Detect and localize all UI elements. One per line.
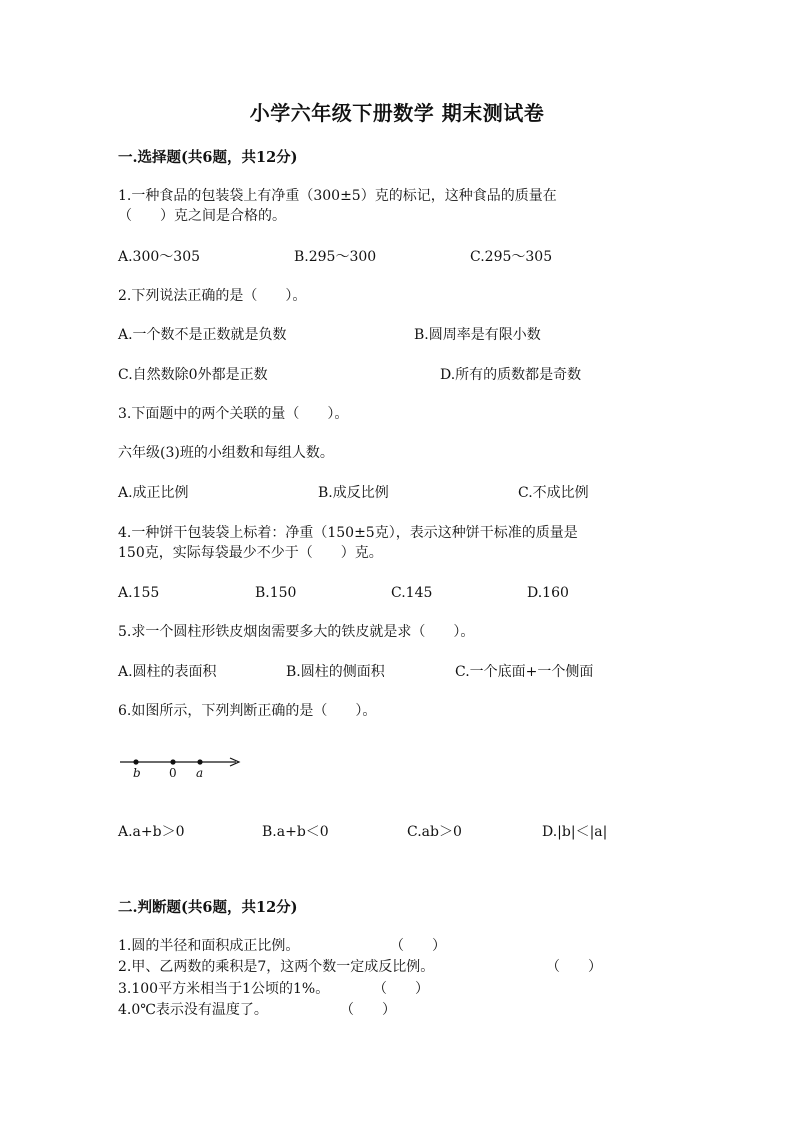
question-4-line-1: 4.一种饼干包装袋上标着：净重（150±5克），表示这种饼干标准的质量是: [118, 525, 578, 541]
question-2-option-c: C.自然数除0外都是正数: [118, 367, 268, 383]
question-4-option-a: A.155: [118, 585, 160, 601]
question-6-option-b: B.a+b＜0: [262, 824, 329, 840]
point-a: [197, 759, 202, 764]
question-1-option-a: A.300～305: [118, 249, 201, 265]
point-zero: [170, 759, 175, 764]
point-b: [133, 759, 138, 764]
question-1-option-b: B.295～300: [294, 249, 377, 265]
question-4-option-d: D.160: [527, 585, 569, 601]
question-3-option-b: B.成反比例: [318, 485, 389, 501]
question-3-option-c: C.不成比例: [518, 485, 589, 501]
question-4-option-b: B.150: [255, 585, 297, 601]
question-6-option-d: D.|b|＜|a|: [542, 824, 608, 840]
question-4-line-2: 150克，实际每袋最少不少于（ ）克。: [118, 545, 383, 561]
question-1-line-1: 1.一种食品的包装袋上有净重（300±5）克的标记，这种食品的质量在: [118, 188, 557, 204]
question-6-option-a: A.a+b＞0: [118, 824, 185, 840]
judgment-item-4-blank: （ ）: [340, 1002, 396, 1018]
judgment-item-3: 3.100平方米相当于1公顷的1%。: [118, 981, 330, 997]
question-5-option-c: C.一个底面+一个侧面: [455, 664, 594, 680]
section-heading-judgment: 二.判断题(共6题，共12分): [118, 899, 298, 916]
question-2-option-a: A.一个数不是正数就是负数: [118, 327, 287, 343]
question-6-line-1: 6.如图所示，下列判断正确的是（ ）。: [118, 703, 377, 719]
question-2-option-d: D.所有的质数都是奇数: [440, 367, 582, 383]
label-b: b: [133, 766, 141, 780]
page-title: 小学六年级下册数学 期末测试卷: [249, 101, 545, 125]
question-2-line-1: 2.下列说法正确的是（ ）。: [118, 288, 307, 304]
judgment-item-3-blank: （ ）: [373, 981, 429, 997]
label-a: a: [196, 766, 204, 780]
judgment-item-4: 4.0℃表示没有温度了。: [118, 1002, 268, 1018]
judgment-item-2-blank: （ ）: [546, 959, 602, 975]
question-3-line-2: 六年级(3)班的小组数和每组人数。: [118, 445, 334, 461]
judgment-item-1: 1.圆的半径和面积成正比例。: [118, 938, 300, 954]
question-2-option-b: B.圆周率是有限小数: [414, 327, 541, 343]
question-1-option-c: C.295～305: [470, 249, 553, 265]
question-3-line-1: 3.下面题中的两个关联的量（ ）。: [118, 406, 349, 422]
judgment-item-2: 2.甲、乙两数的乘积是7，这两个数一定成反比例。: [118, 959, 435, 975]
question-3-option-a: A.成正比例: [118, 485, 189, 501]
question-5-line-1: 5.求一个圆柱形铁皮烟囱需要多大的铁皮就是求（ ）。: [118, 624, 475, 640]
question-5-option-a: A.圆柱的表面积: [118, 664, 217, 680]
label-zero: 0: [169, 766, 177, 780]
section-heading-choice: 一.选择题(共6题，共12分): [118, 149, 298, 166]
question-1-line-2: （ ）克之间是合格的。: [118, 208, 286, 224]
question-5-option-b: B.圆柱的侧面积: [286, 664, 385, 680]
question-6-option-c: C.ab＞0: [407, 824, 462, 840]
judgment-item-1-blank: （ ）: [390, 938, 446, 954]
question-4-option-c: C.145: [391, 585, 433, 601]
number-line-figure: [118, 750, 248, 782]
